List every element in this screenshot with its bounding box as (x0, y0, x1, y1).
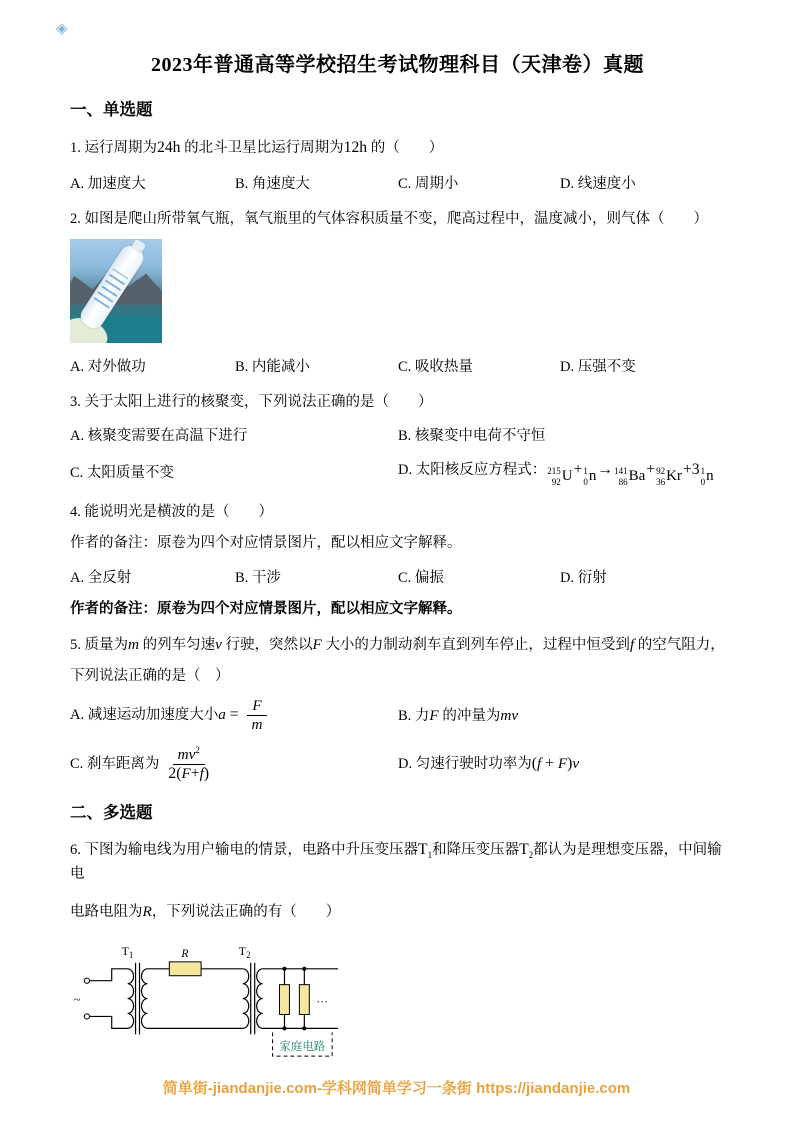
section-heading-single-choice: 一、单选题 (70, 100, 153, 119)
question-4-author-note-bold: 作者的备注：原卷为四个对应情景图片，配以相应文字解释。 (70, 600, 462, 617)
ellipsis-loads: … (316, 991, 329, 1006)
oxygen-bottle-photo (70, 239, 162, 343)
question-4-stem: 4. 能说明光是横波的是（ ） (70, 504, 273, 521)
bottle-cap-shape (131, 239, 147, 253)
question-5-options-row-2 (70, 745, 725, 784)
question-1-options (70, 173, 725, 195)
question-4-option-c: C. 偏振 (398, 570, 444, 587)
transformer-t2-label: $T_2$ (238, 944, 251, 961)
question-4-option-a: A. 全反射 (70, 570, 132, 587)
question-5 (70, 633, 725, 784)
question-2-option-c: C. 吸收热量 (398, 358, 473, 375)
question-5-option-c: C. 刹车距离为 $\frac{mv^2}{2(F+f)}$ (70, 744, 210, 783)
question-2-options (70, 356, 725, 378)
question-6-stem-line-2: 电路电阻为R，下列说法正确的有（ ） (70, 902, 341, 920)
resistor-r-label: R (181, 946, 189, 961)
question-1-stem: 1. 运行周期为24h 的北斗卫星比运行周期为12h 的（ ） (70, 138, 444, 156)
question-2-option-a: A. 对外做功 (70, 358, 146, 375)
question-2 (70, 208, 725, 378)
question-5-stem-line-2: 下列说法正确的是（ ） (70, 667, 230, 684)
resistor-r (169, 962, 201, 976)
question-6-stem-line-1: 6. 下图为输电线为用户输电的情景，电路中升压变压器$T_1$和降压变压器$T_2$都认为是理想变压器，中间输电 (70, 841, 722, 883)
question-1-option-c: C. 周期小 (398, 175, 459, 192)
site-watermark-icon: ◈ (56, 21, 68, 37)
question-2-option-b: B. 内能减小 (235, 358, 310, 375)
question-3-options-row-2 (70, 458, 725, 488)
question-3-options-row-1 (70, 425, 725, 447)
question-3-option-b: B. 核聚变中电荷不守恒 (398, 427, 546, 444)
section-heading-multi-choice: 二、多选题 (70, 802, 153, 822)
question-4-option-b: B. 干涉 (235, 570, 281, 587)
question-4 (70, 501, 725, 620)
question-5-stem-line-1: 5. 质量为m 的列车匀速v 行驶，突然以F 大小的力制动刹车直到列车停止，过程中恒受到f 的空气阻力， (70, 636, 725, 654)
footer-watermark-text: 简单街-jiandanjie.com-学科网简单学习一条街 https://jiandanjie.com (162, 1079, 631, 1097)
question-1 (70, 136, 725, 196)
transformer-t1-label: $T_1$ (121, 944, 134, 961)
question-5-option-a: A. 减速运动加速度大小a = $\frac{F}{m}$ (70, 697, 398, 735)
question-4-option-d: D. 衍射 (560, 570, 607, 587)
question-6 (70, 838, 725, 1091)
question-1-option-b: B. 角速度大 (235, 175, 310, 192)
ac-wave-icon: ~ (73, 992, 81, 1007)
household-circuit-label: 家庭电路 (279, 1041, 326, 1054)
question-3-option-a: A. 核聚变需要在高温下进行 (70, 427, 248, 444)
question-2-stem: 2. 如图是爬山所带氧气瓶，氧气瓶里的气体容积质量不变，爬高过程中，温度减小，则气体（ ） (70, 211, 708, 228)
question-4-author-note: 作者的备注：原卷为四个对应情景图片，配以相应文字解释。 (70, 534, 462, 551)
question-5-options-row-1 (70, 697, 725, 735)
question-3-stem: 3. 关于太阳上进行的核聚变，下列说法正确的是（ ） (70, 394, 433, 411)
page-title: 2023年普通高等学校招生考试物理科目（天津卷）真题 (151, 54, 644, 76)
question-5-option-b: B. 力F 的冲量为mv (398, 707, 519, 725)
question-1-option-d: D. 线速度小 (560, 175, 636, 192)
question-4-options (70, 567, 725, 589)
ac-source (74, 978, 89, 1019)
question-1-option-a: A. 加速度大 (70, 175, 146, 192)
circuit-diagram (72, 933, 350, 1084)
question-3 (70, 391, 725, 488)
question-5-option-d: D. 匀速行驶时功率为(f + F)v (398, 755, 580, 773)
question-3-option-d: D. 太阳核反应方程式： 215 92 U + 1 0 n → 141 86 Ba + 92 36 Kr +3 1 0 n (398, 461, 714, 487)
question-3-option-c: C. 太阳质量不变 (70, 464, 174, 481)
question-2-option-d: D. 压强不变 (560, 358, 636, 375)
